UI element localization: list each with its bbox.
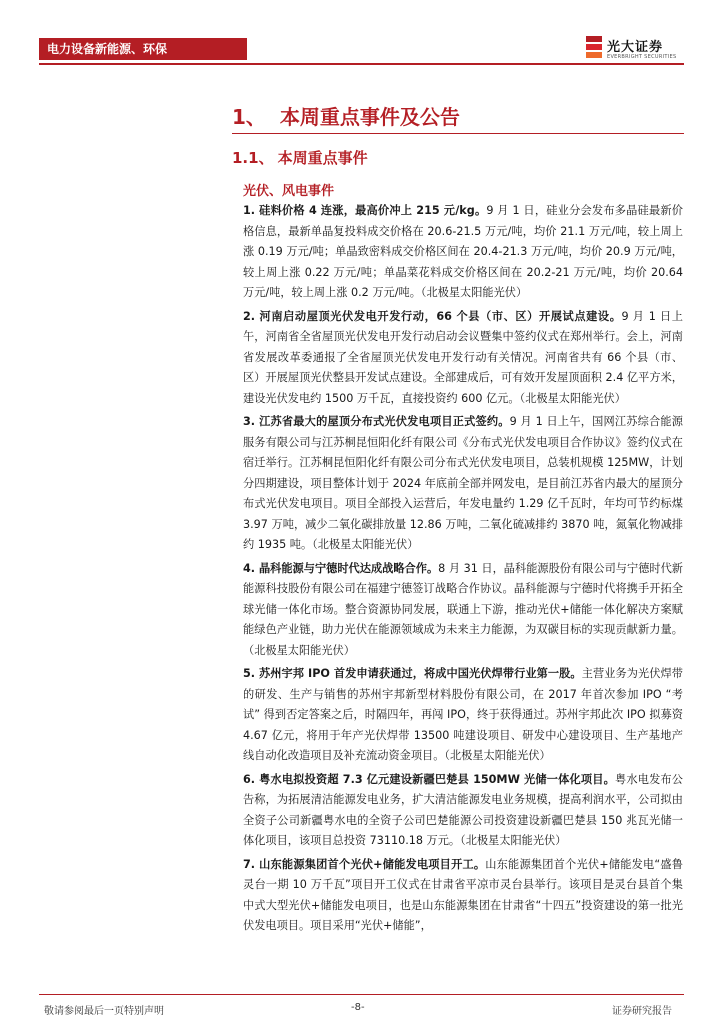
news-item-lead: 7. 山东能源集团首个光伏+储能发电项目开工。	[243, 857, 486, 871]
heading-1-underline	[232, 133, 684, 134]
news-item	[243, 201, 683, 304]
footer-disclaimer: 敬请参阅最后一页特别声明	[44, 1006, 164, 1017]
news-item	[243, 855, 683, 937]
heading-1	[232, 101, 460, 130]
heading-2	[232, 147, 368, 168]
footer-divider	[39, 994, 684, 995]
footer-report-type: 证券研究报告	[612, 1006, 672, 1017]
news-item-lead: 2. 河南启动屋顶光伏发电开发行动，66 个县（市、区）开展试点建设。	[243, 309, 622, 323]
news-item	[243, 412, 683, 556]
page-number: -8-	[351, 1002, 365, 1013]
news-item-lead: 1. 硅料价格 4 连涨，最高价冲上 215 元/kg。	[243, 204, 487, 217]
heading-1-title: 本周重点事件及公告	[279, 105, 460, 129]
news-item-text: 主营业务为光伏焊带的研发、生产与销售的苏州宇邦新型材料股份有限公司，在 2017 年首次参加 IPO “考试” 得到否定答案之后，时隔四年，再闯 IPO，终于获得通过。苏州宇邦此次 IPO 拟募资 4.67 亿元，将用于年产光伏焊带 13500 吨建设项目、研发中心建设项目、生产基地产线自动化改造项目及补充流动资金项目。（北极星太阳能光伏）	[243, 667, 683, 762]
news-item-text: 9 月 1 日，硅业分会发布多晶硅最新价格信息，最新单晶复投料成交价格在 20.6-21.5 万元/吨，均价 21.1 万元/吨，较上周上涨 0.19 万元/吨；单晶致密料成交价格区间在 20.4-21.3 万元/吨，均价 20.9 万元/吨，较上周上涨 0.22 万元/吨；单晶菜花料成交价格区间在 20.2-21 万元/吨，均价 20.64 万元/吨，较上周上涨 0.2 万元/吨。（北极星太阳能光伏）	[243, 204, 683, 299]
logo-english-name: EVERBRIGHT SECURITIES	[607, 54, 677, 60]
news-item-text: 9 月 1 日上午，河南省全省屋顶光伏发电开发行动启动会议暨集中签约仪式在郑州举行。会上，河南省发展改革委通报了全省屋顶光伏发电开发行动有关情况。河南省共有 66 个县（市、区）开展屋顶光伏整县开发试点建设。全部建成后，可有效开发屋顶面积 2.4 亿平方米，建设光伏发电约 1500 万千瓦，直接投资约 600 亿元。（北极星太阳能光伏）	[243, 309, 683, 405]
news-item	[243, 307, 683, 410]
heading-2-number: 1.1、	[232, 149, 274, 167]
news-item-text: 8 月 31 日，晶科能源股份有限公司与宁德时代新能源科技股份有限公司在福建宁德签订战略合作协议。晶科能源与宁德时代将携手开拓全球光储一体化市场。整合资源协同发展，联通上下游，推动光伏+储能一体化解决方案赋能绿色产业链，助力光伏在能源领域成为未来主力能源，为双碳目标的实现贡献新力量。（北极星太阳能光伏）	[243, 561, 683, 657]
news-item	[243, 559, 683, 662]
news-item-lead: 3. 江苏省最大的屋顶分布式光伏发电项目正式签约。	[243, 415, 510, 428]
news-item-lead: 5. 苏州宇邦 IPO 首发申请获通过，将成中国光伏焊带行业第一股。	[243, 667, 582, 680]
everbright-logo	[586, 34, 696, 64]
news-item-lead: 6. 粤水电拟投资超 7.3 亿元建设新疆巴楚县 150MW 光储一体化项目。	[243, 772, 615, 786]
news-item-lead: 4. 晶科能源与宁德时代达成战略合作。	[243, 561, 439, 575]
news-item-text: 粤水电发布公告称，为拓展清洁能源发电业务，扩大清洁能源发电业务规模，提高利润水平，公司拟由全资子公司新疆粤水电的全资子公司巴楚能源公司投资建设新疆巴楚县 150 兆瓦光储一体化项目，该项目总投资 73110.18 万元。（北极星太阳能光伏）	[243, 772, 683, 847]
news-list	[243, 201, 683, 940]
heading-3: 光伏、风电事件	[243, 184, 335, 199]
heading-2-title: 本周重点事件	[277, 149, 368, 167]
logo-name: 光大证券	[607, 40, 664, 55]
news-item	[243, 770, 683, 852]
news-item-text: 山东能源集团首个光伏+储能发电“盛鲁灵台一期 10 万千瓦”项目开工仪式在甘肃省平凉市灵台县举行。该项目是灵台县首个集中式大型光伏+储能发电项目，也是山东能源集团在甘肃省“十四五”投资建设的第一批光伏发电项目。项目采用“光伏+储能”，	[243, 857, 683, 932]
news-item	[243, 664, 683, 767]
everbright-logo-icon	[586, 36, 602, 58]
heading-1-number: 1、	[232, 105, 266, 129]
section-tag: 电力设备新能源、环保	[39, 38, 247, 60]
news-item-text: 9 月 1 日上午，国网江苏综合能源服务有限公司与江苏桐昆恒阳化纤有限公司《分布式光伏发电项目合作协议》签约仪式在宿迁举行。江苏桐昆恒阳化纤有限公司分布式光伏发电项目，总装机规模 125MW，计划分四期建设，项目整体计划于 2024 年底前全部并网发电，是目前江苏省内最大的屋顶分布式光伏发电项目。项目全部投入运营后，年发电量约 1.29 亿千瓦时，年均可节约标煤 3.97 万吨，减少二氧化碳排放量 12.86 万吨，二氧化硫减排约 3870 吨，氮氧化物减排约 1935 吨。（北极星太阳能光伏）	[243, 415, 683, 551]
